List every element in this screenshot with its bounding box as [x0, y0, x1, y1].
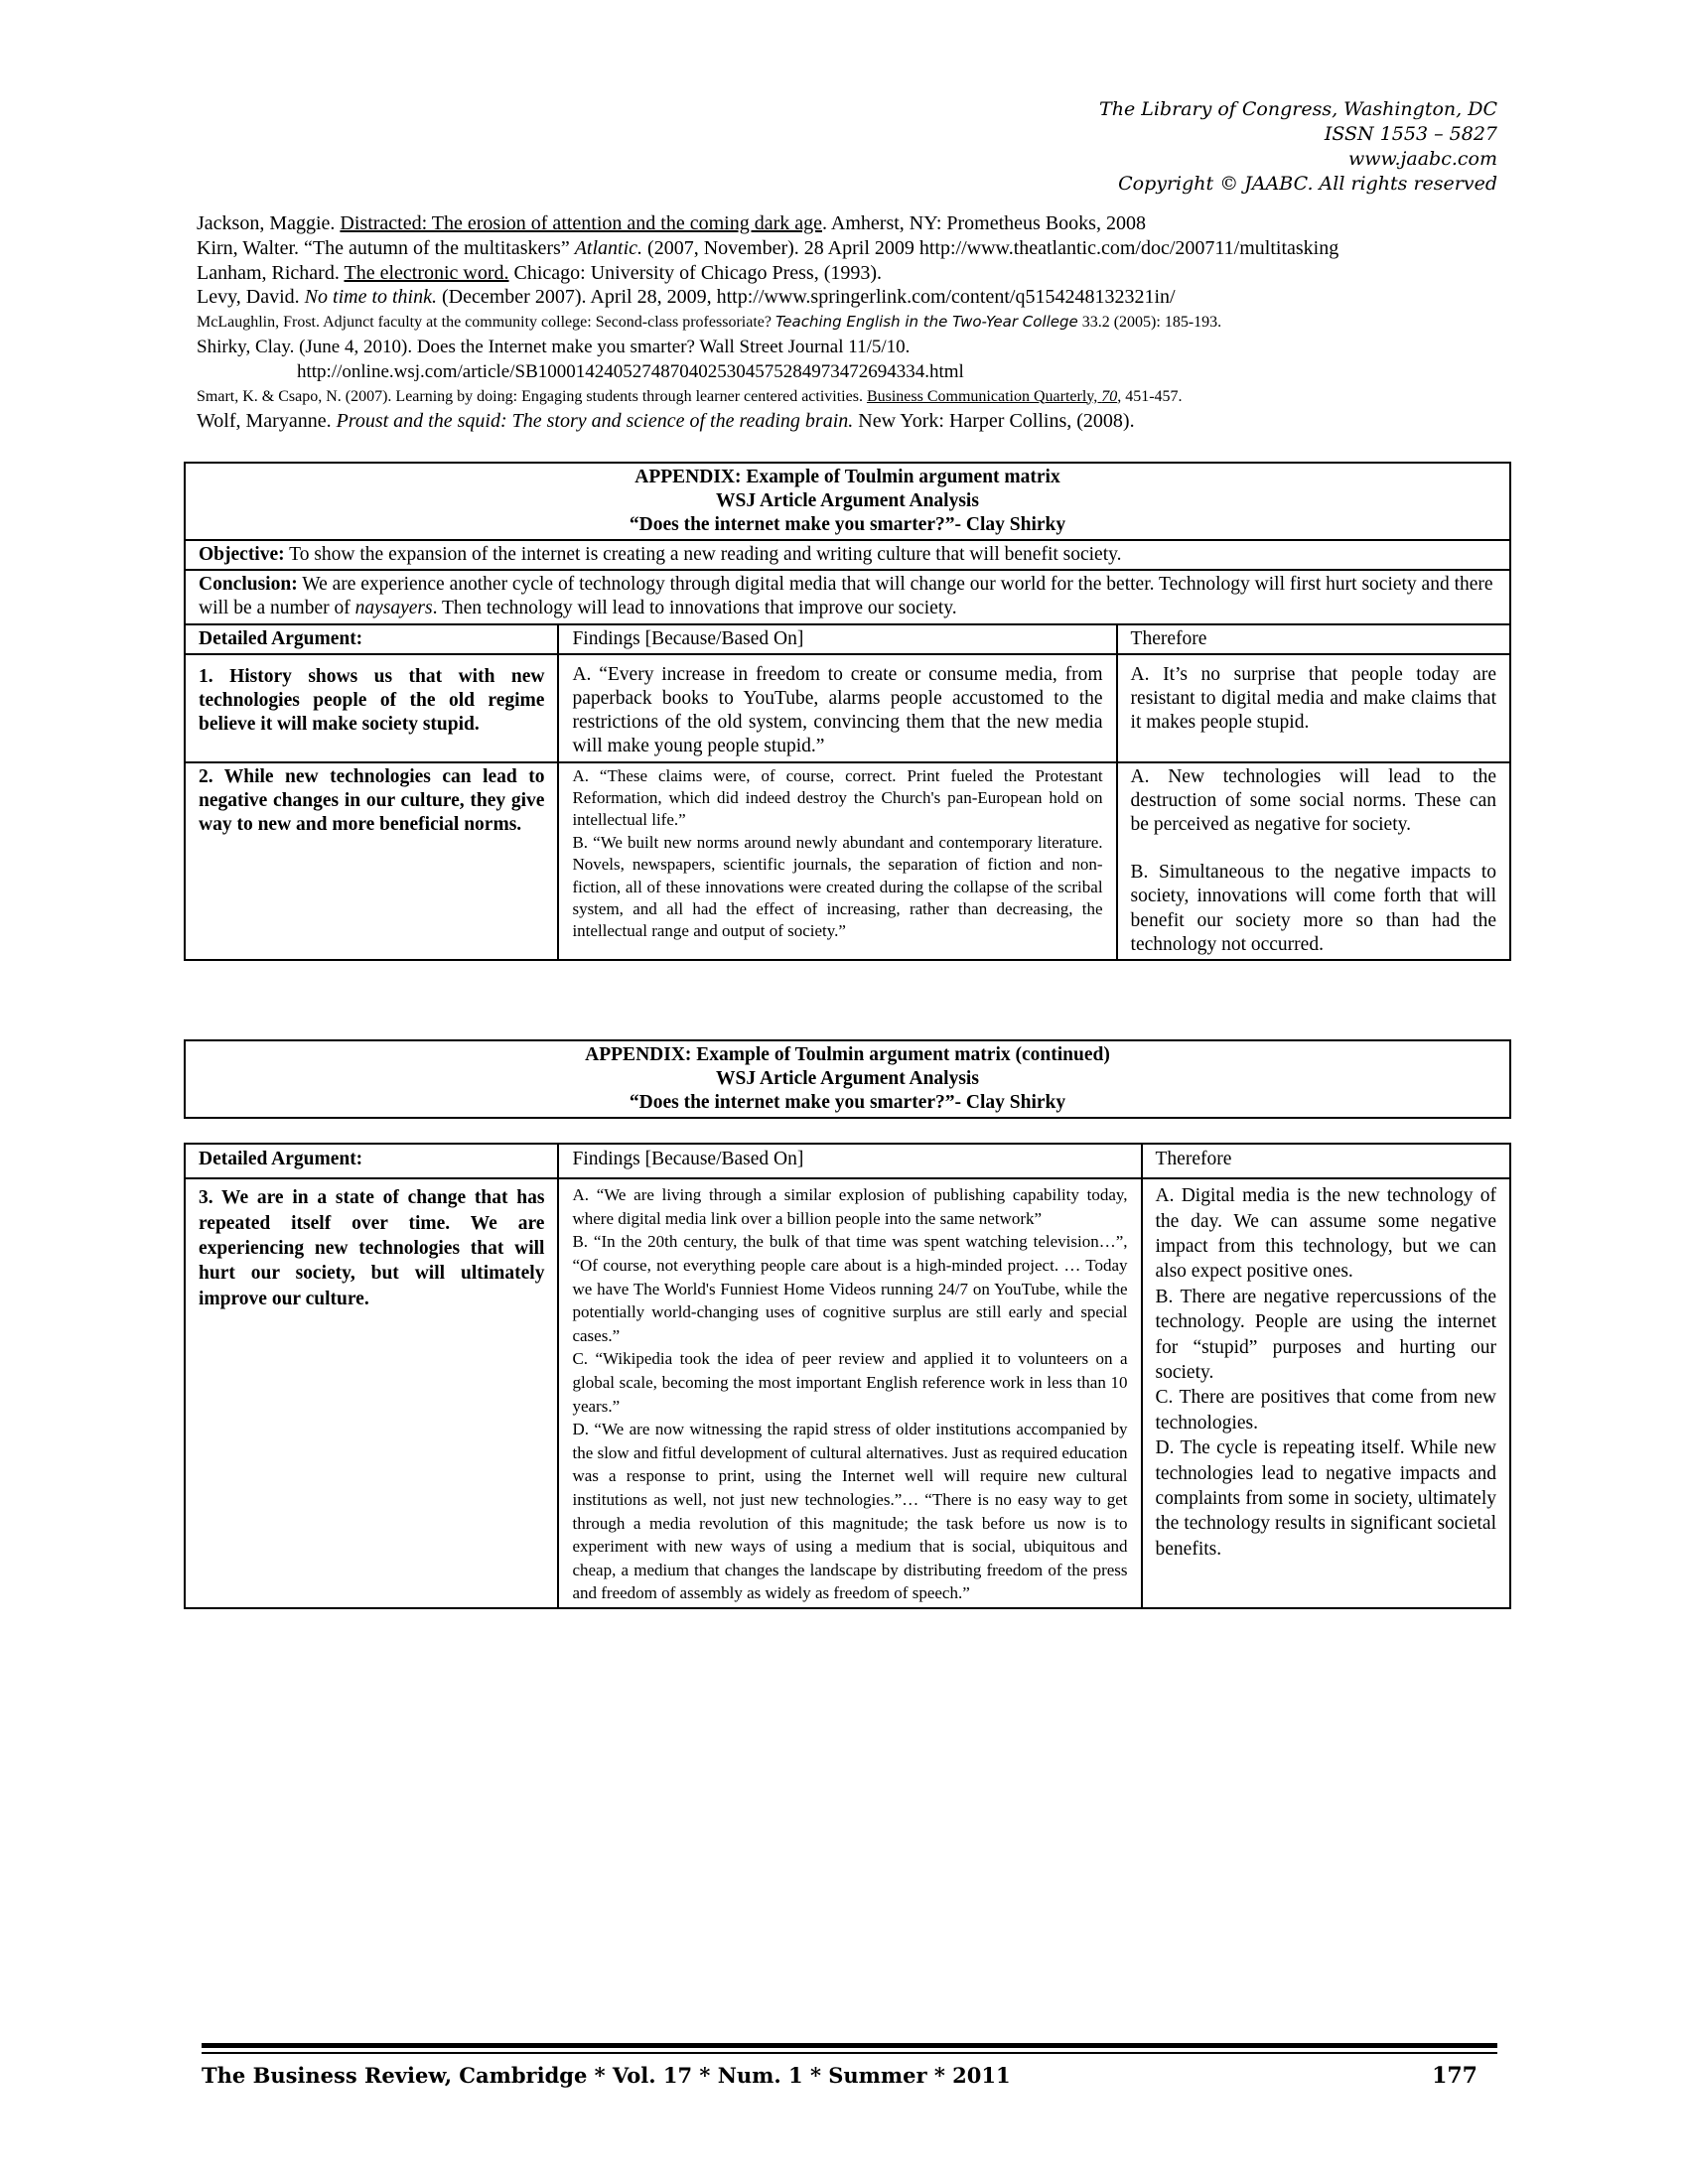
appendix-title-cell — [185, 463, 1510, 540]
column-header-findings: Findings [Because/Based On] — [558, 624, 1116, 654]
reference-smart: Smart, K. & Csapo, N. (2007). Learning by doing: Engaging students through learner centered activities. Business Communication Quarterly, 70, 451-457. — [197, 387, 1183, 405]
reference-shirky-url: http://online.wsj.com/article/SB10001424052748704025304575284973472694334.html — [297, 360, 964, 382]
argument-cell: 1. History shows us that with new technologies people of the old regime believe it will make society stupid. — [185, 654, 558, 762]
header-library: The Library of Congress, Washington, DC — [1099, 98, 1497, 120]
reference-jackson: Jackson, Maggie. Distracted: The erosion of attention and the coming dark age. Amherst, NY: Prometheus Books, 2008 — [197, 212, 1146, 234]
footer-rule — [202, 2043, 1497, 2048]
header-website: www.jaabc.com — [1347, 148, 1497, 170]
reference-wolf: Wolf, Maryanne. Proust and the squid: The story and science of the reading brain. New York: Harper Collins, (2008). — [197, 410, 1135, 433]
reference-levy: Levy, David. No time to think. (December 2007). April 28, 2009, http://www.springerlink.com/content/q5154248132321in/ — [197, 286, 1176, 309]
toulmin-matrix-continued-table — [184, 1143, 1511, 1609]
column-header-argument: Detailed Argument: — [185, 624, 558, 654]
objective-label: Objective: — [199, 544, 285, 565]
table-row — [185, 762, 1510, 960]
table-row — [185, 654, 1510, 762]
conclusion-row: Conclusion: We are experience another cycle of technology through digital media that will change our world for the better. Technology will first hurt society and there will be a number of naysayers. Then technology will lead to innovations that improve our society. — [185, 570, 1510, 623]
reference-mclaughlin: McLaughlin, Frost. Adjunct faculty at the community college: Second-class professoriate? Teaching English in the Two-Year College 33.2 (2005): 185-193. — [197, 313, 1222, 332]
header-issn: ISSN 1553 – 5827 — [1324, 123, 1497, 145]
appendix-continued-title: APPENDIX: Example of Toulmin argument matrix (continued) — [585, 1044, 1110, 1065]
appendix-continued-subtitle: WSJ Article Argument Analysis — [716, 1068, 979, 1089]
column-header-therefore: Therefore — [1142, 1144, 1510, 1178]
header-copyright: Copyright © JAABC. All rights reserved — [1118, 173, 1497, 195]
therefore-cell: A. Digital media is the new technology of the day. We can assume some negative impact from this technology, but we can also expect positive ones. B. There are negative repercussions of the technology. People are using the internet for “stupid” purposes and hurting our society. C. There are positives that come from new technologies. D. The cycle is repeating itself. While new technologies lead to negative impacts and complaints from some in society, ultimately the technology results in significant societal benefits. — [1142, 1178, 1510, 1608]
objective-row — [185, 540, 1510, 570]
footer-rule-thin — [202, 2052, 1497, 2054]
appendix-continued-title-cell — [185, 1040, 1510, 1118]
appendix-continued-article: “Does the internet make you smarter?”- Clay Shirky — [629, 1092, 1066, 1113]
column-header-therefore: Therefore — [1117, 624, 1510, 654]
column-header-argument: Detailed Argument: — [185, 1144, 558, 1178]
footer-journal: The Business Review, Cambridge * Vol. 17 * Num. 1 * Summer * 2011 — [202, 2063, 1011, 2088]
reference-list — [197, 211, 1517, 434]
page-number: 177 — [1432, 2063, 1477, 2089]
journal-header — [1099, 97, 1497, 197]
argument-cell: 3. We are in a state of change that has repeated itself over time. We are experiencing new technologies that will hurt our society, but will ultimately improve our culture. — [185, 1178, 558, 1608]
appendix-title: APPENDIX: Example of Toulmin argument matrix — [634, 467, 1060, 487]
appendix-subtitle: WSJ Article Argument Analysis — [716, 490, 979, 511]
column-header-findings: Findings [Because/Based On] — [558, 1144, 1141, 1178]
conclusion-label: Conclusion: — [199, 574, 298, 596]
toulmin-matrix-table — [184, 462, 1511, 961]
table-row — [185, 1178, 1510, 1608]
objective-text: To show the expansion of the internet is creating a new reading and writing culture that will benefit society. — [284, 544, 1122, 565]
therefore-cell: A. New technologies will lead to the destruction of some social norms. These can be perceived as negative for society. B. Simultaneous to the negative impacts to society, innovations will come forth that will benefit our society more so than had the technology not occurred. — [1117, 762, 1510, 960]
argument-cell: 2. While new technologies can lead to negative changes in our culture, they give way to new and more beneficial norms. — [185, 762, 558, 960]
reference-lanham: Lanham, Richard. The electronic word. Chicago: University of Chicago Press, (1993). — [197, 261, 883, 284]
findings-cell: A. “We are living through a similar explosion of publishing capability today, where digital media link over a billion people into the same network” B. “In the 20th century, the bulk of that time was spent watching television…”, “Of course, not everything people care about is a high-minded project. … Today we have The World's Funniest Home Videos running 24/7 on YouTube, while the potentially world-changing uses of cognitive surplus are still early and special cases.” C. “Wikipedia took the idea of peer review and applied it to volunteers on a global scale, becoming the most important English reference work in less than 10 years.” D. “We are now witnessing the rapid stress of older institutions accompanied by the slow and fitful development of cultural alternatives. Just as required education was a response to print, using the Internet well will require new cultural institutions as well, not just new technologies.”… “There is no easy way to get through a media revolution of this magnitude; the task before us now is to experiment with new ways of using a medium that is social, ubiquitous and cheap, a medium that changes the landscape by distributing freedom of the press and freedom of assembly as widely as freedom of speech.” — [558, 1178, 1141, 1608]
appendix-article: “Does the internet make you smarter?”- Clay Shirky — [629, 514, 1066, 535]
reference-shirky: Shirky, Clay. (June 4, 2010). Does the Internet make you smarter? Wall Street Journal 11/5/10. — [197, 336, 911, 357]
reference-kirn: Kirn, Walter. “The autumn of the multitaskers” Atlantic. (2007, November). 28 April 2009 http://www.theatlantic.com/doc/200711/multitasking — [197, 236, 1339, 259]
appendix-continued-title-table — [184, 1039, 1511, 1119]
findings-cell: A. “These claims were, of course, correct. Print fueled the Protestant Reformation, which did indeed destroy the Church's pan-European hold on intellectual life.” B. “We built new norms around newly abundant and contemporary literature. Novels, newspapers, scientific journals, the separation of fiction and non-fiction, all of these innovations were created during the collapse of the scribal system, and all had the effect of increasing, rather than decreasing, the intellectual range and output of society.” — [558, 762, 1116, 960]
therefore-cell: A. It’s no surprise that people today are resistant to digital media and make claims that it makes people stupid. — [1117, 654, 1510, 762]
findings-cell: A. “Every increase in freedom to create or consume media, from paperback books to YouTube, alarms people accustomed to the restrictions of the old system, convincing them that the new media will make young people stupid.” — [558, 654, 1116, 762]
